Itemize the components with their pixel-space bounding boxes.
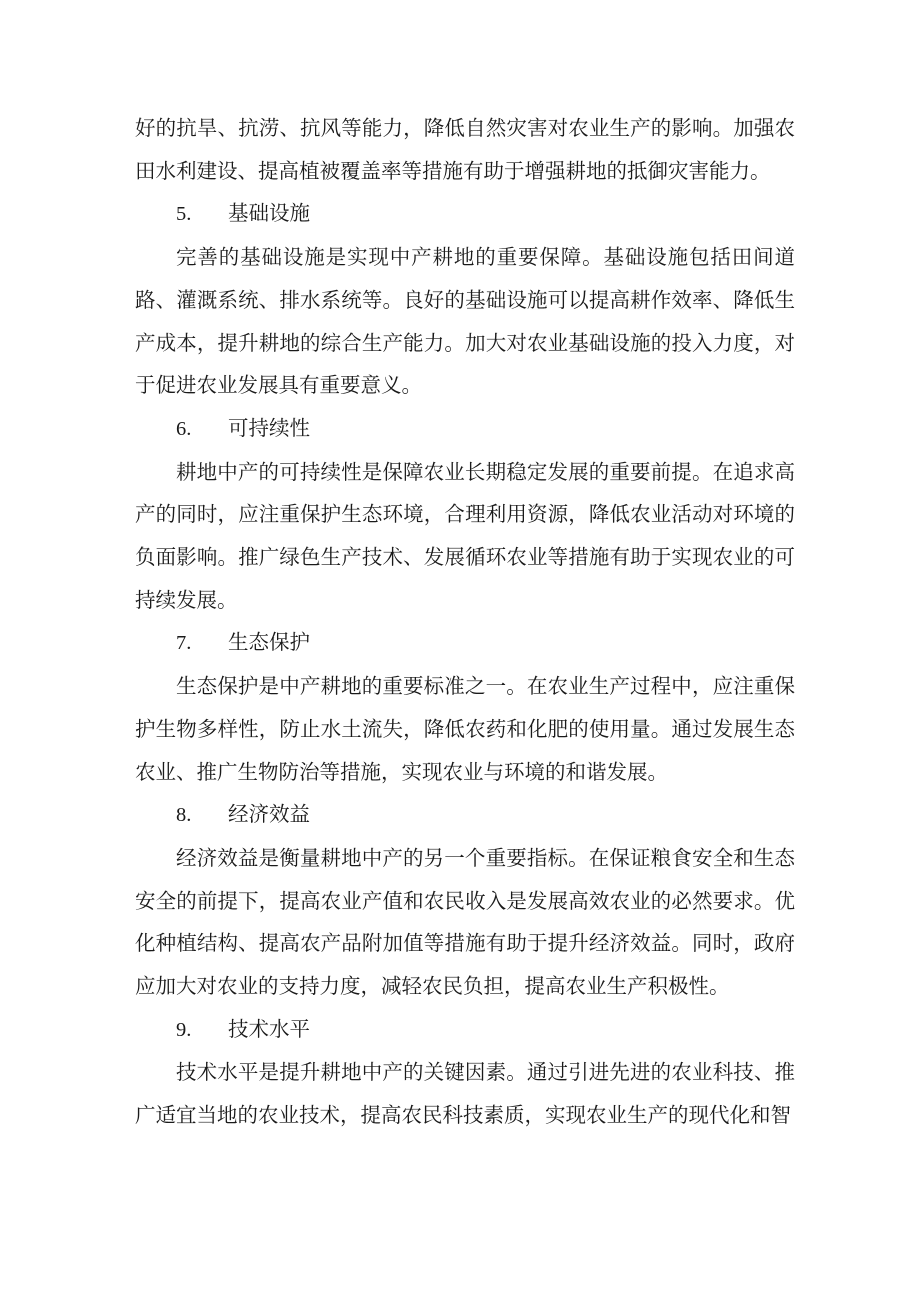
section-heading-8 <box>135 793 795 837</box>
section-title: 经济效益 <box>228 802 310 827</box>
section-heading-9 <box>135 1008 795 1052</box>
section-number: 5. <box>176 203 192 226</box>
section-title: 可持续性 <box>228 415 310 440</box>
paragraph-infrastructure: 完善的基础设施是实现中产耕地的重要保障。基础设施包括田间道路、灌溉系统、排水系统等。良好的基础设施可以提高耕作效率、降低生产成本，提升耕地的综合生产能力。加大对农业基础设施的投入力度，对于促进农业发展具有重要意义。 <box>135 245 795 398</box>
section-number: 8. <box>176 804 192 827</box>
paragraph-technology-level: 技术水平是提升耕地中产的关键因素。通过引进先进的农业科技、推广适宜当地的农业技术，提高农民科技素质，实现农业生产的现代化和智 <box>135 1060 795 1128</box>
paragraph-economic-benefit: 经济效益是衡量耕地中产的另一个重要指标。在保证粮食安全和生态安全的前提下，提高农业产值和农民收入是发展高效农业的必然要求。优化种植结构、提高农产品附加值等措施有助于提升经济效益。同时，政府应加大对农业的支持力度，减轻农民负担，提高农业生产积极性。 <box>135 845 795 999</box>
paragraph-ecological-protection: 生态保护是中产耕地的重要标准之一。在农业生产过程中，应注重保护生物多样性，防止水土流失，降低农药和化肥的使用量。通过发展生态农业、推广生物防治等措施，实现农业与环境的和谐发展。 <box>135 674 795 784</box>
section-number: 7. <box>176 632 192 655</box>
section-title: 基础设施 <box>228 201 310 226</box>
section-title: 生态保护 <box>228 630 310 655</box>
section-title: 技术水平 <box>228 1016 310 1041</box>
section-heading-6 <box>135 407 795 451</box>
document-body <box>135 107 795 1137</box>
section-number: 9. <box>176 1018 192 1041</box>
section-number: 6. <box>176 417 192 440</box>
section-heading-7 <box>135 621 795 665</box>
paragraph-continuation: 好的抗旱、抗涝、抗风等能力，降低自然灾害对农业生产的影响。加强农田水利建设、提高植被覆盖率等措施有助于增强耕地的抵御灾害能力。 <box>135 116 795 183</box>
section-heading-5 <box>135 192 795 236</box>
paragraph-sustainability: 耕地中产的可持续性是保障农业长期稳定发展的重要前提。在追求高产的同时，应注重保护生态环境，合理利用资源，降低农业活动对环境的负面影响。推广绿色生产技术、发展循环农业等措施有助于实现农业的可持续发展。 <box>135 459 795 612</box>
